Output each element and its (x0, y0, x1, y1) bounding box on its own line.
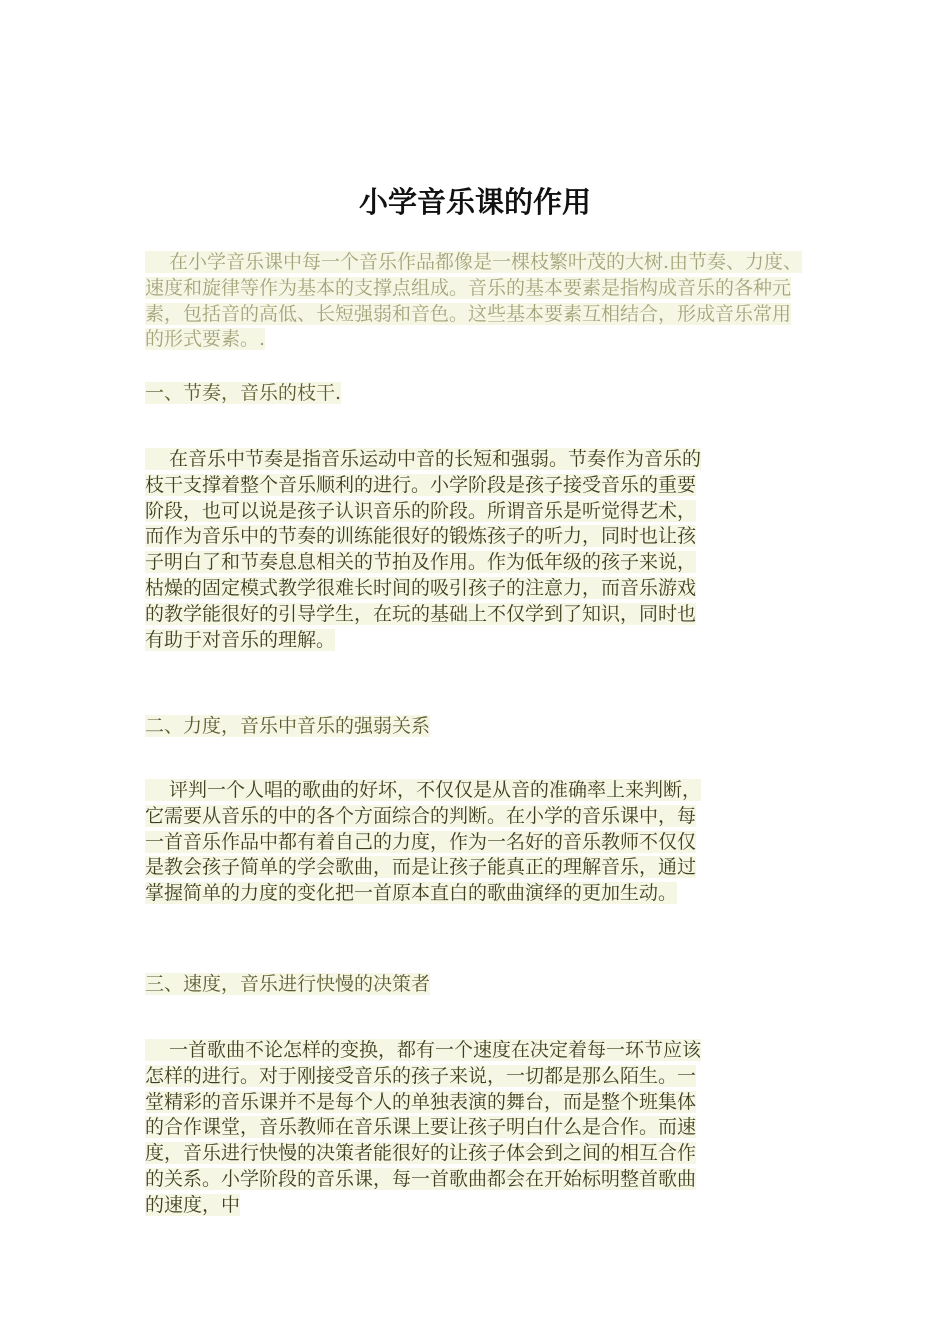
document-title: 小学音乐课的作用 (358, 185, 591, 219)
section-heading-text: 二、力度，音乐中音乐的强弱关系 (145, 715, 431, 737)
intro-text: 在小学音乐课中每一个音乐作品都像是一棵枝繁叶茂的大树.由节奏、力度、速度和旋律等作为基本的支撑点组成。音乐的基本要素是指构成音乐的各种元素，包括音的高低、长短强弱和音色。这些基本要素互相结合，形成音乐常用的形式要素。. (145, 251, 803, 351)
section-heading-text: 一、节奏，音乐的枝干. (145, 382, 342, 404)
section-body-dynamics (145, 778, 707, 907)
section-body-rhythm (145, 447, 707, 653)
section-heading-tempo (145, 972, 807, 998)
section-heading-dynamics (145, 714, 807, 740)
intro-paragraph (145, 250, 807, 353)
section-body-text: 一首歌曲不论怎样的变换，都有一个速度在决定着每一环节应该怎样的进行。对于刚接受音乐的孩子来说，一切都是那么陌生。一堂精彩的音乐课并不是每个人的单独表演的舞台，而是整个班集体的合作课堂，音乐教师在音乐课上要让孩子明白什么是合作。而速度，音乐进行快慢的决策者能很好的让孩子体会到之间的相互合作的关系。小学阶段的音乐课，每一首歌曲都会在开始标明整首歌曲的速度，中 (145, 1039, 702, 1216)
section-body-text: 在音乐中节奏是指音乐运动中音的长短和强弱。节奏作为音乐的枝干支撑着整个音乐顺利的进行。小学阶段是孩子接受音乐的重要阶段，也可以说是孩子认识音乐的阶段。所谓音乐是听觉得艺术，而作为音乐中的节奏的训练能很好的锻炼孩子的听力，同时也让孩子明白了和节奏息息相关的节拍及作用。作为低年级的孩子来说，枯燥的固定模式教学很难长时间的吸引孩子的注意力，而音乐游戏的教学能很好的引导学生，在玩的基础上不仅学到了知识，同时也有助于对音乐的理解。 (145, 448, 702, 651)
section-body-text: 评判一个人唱的歌曲的好坏，不仅仅是从音的准确率上来判断，它需要从音乐的中的各个方面综合的判断。在小学的音乐课中，每一首音乐作品中都有着自己的力度，作为一名好的音乐教师不仅仅是教会孩子简单的学会歌曲，而是让孩子能真正的理解音乐，通过掌握简单的力度的变化把一首原本直白的歌曲演绎的更加生动。 (145, 779, 702, 905)
section-body-tempo (145, 1038, 707, 1219)
section-heading-rhythm (145, 381, 807, 407)
section-heading-text: 三、速度，音乐进行快慢的决策者 (145, 973, 431, 995)
